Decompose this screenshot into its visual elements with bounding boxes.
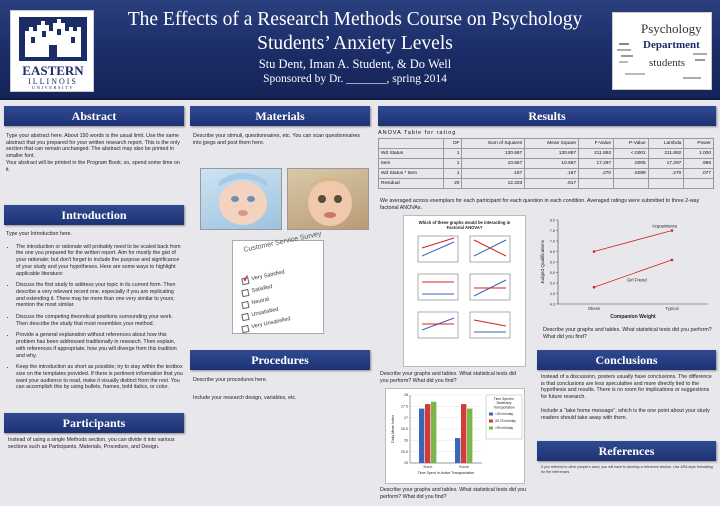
procedures-text-1: Describe your procedures here. [193,377,268,383]
y-tick-label: 27.5 [401,404,408,409]
baby-face-icon [288,169,370,231]
interaction-mini-graphs [404,230,525,360]
anova-cell: 17.297 [579,159,614,169]
anova-cell: Wd Status * Item [379,169,444,179]
anova-cell: 12.333 [462,179,525,189]
interaction-caption: Describe your graphs and tables. What statistical tests did you perform? What did you find? [380,371,517,384]
anova-col-header: P-Value [614,139,649,149]
logo-word-students: students [649,57,686,69]
anova-cell [648,179,684,189]
y-axis-label: Daily Mean Index [391,415,395,443]
series-label: Acquaintance [652,223,678,229]
introduction-bullets [6,244,184,391]
x-axis-label: Time Spent in Active Transportation [417,471,475,475]
mini-graph [470,312,510,338]
y-tick-label: 25.5 [401,449,408,454]
psychology-department-logo [612,12,712,90]
x-tick-label: None [423,465,433,469]
y-tick-label: 27 [404,415,408,420]
data-point [671,229,674,232]
authors: Stu Dent, Iman A. Student, & Do Well [258,57,452,71]
logo-word-psychology: Psychology [641,21,702,36]
survey-option-label: Very Unsatisfied [251,316,292,331]
conclusions-text-1: Instead of a discussion, posters usually have conclusions. The difference is that conclusions are less speculative and more directly tied to the hypothesis and results. There is no room for implications or suggestions for future research. [541,374,712,401]
legend-title: Sedentary [496,401,512,406]
sponsor-line: Sponsored by Dr. _______, spring 2014 [263,73,447,85]
title-line-2: Students’ Anxiety Levels [257,33,453,54]
series-line [594,231,672,252]
x-axis-label: Companion Weight [610,314,656,320]
anova-cell: 17.297 [648,159,684,169]
interaction-graphs-image [403,215,526,367]
baby-face-icon [201,169,283,231]
introduction-bullet: • Keep the introduction as short as possible; try to stay within the textbox size on the templates provided. If there is pertinent information that you want your audience to read, make it visually distinct from the rest. You can accomplish this by using bullets, frames, bold italics, or color. [16,364,184,391]
abstract-heading: Abstract [4,106,184,126]
checkbox-icon [241,288,249,296]
anova-cell: 1.000 [684,149,714,159]
y-tick-label: 5.5 [549,270,555,275]
anova-cell: .0005 [614,159,649,169]
bar [419,409,424,463]
anova-cell: .167 [462,169,525,179]
conclusions-text-2: Include a “take home message”, which is the one point about your study readers should take away with them. [541,408,710,421]
series-label: Girl Friend [627,277,647,283]
series-line [594,260,672,287]
anova-cell: 1 [444,159,462,169]
anova-cell: 130.667 [462,149,525,159]
anova-cell: <.0001 [614,149,649,159]
logo-word-department: Department [643,39,700,51]
mini-graph [418,312,458,338]
bar [431,402,436,463]
survey-option-label: Neutral [251,296,270,307]
y-tick-label: 6.5 [549,249,555,254]
poster-title [100,8,610,56]
checkbox-icon [241,312,249,320]
y-tick-label: 26 [404,438,408,443]
legend-label: <30 min/day [495,412,514,416]
y-tick-label: 7.5 [549,228,555,233]
references-heading: References [537,441,716,461]
y-tick-label: 4.5 [549,291,555,296]
anova-cell: Item [379,159,444,169]
anova-cell: 20 [444,179,462,189]
anova-cell: Wd Status [379,149,444,159]
introduction-heading: Introduction [4,205,184,225]
anova-cell: 211.892 [648,149,684,159]
y-tick-label: 28 [404,393,408,398]
mini-graph [418,236,458,262]
anova-col-header: Sum of Squares [462,139,525,149]
references-text: If you referred to other people's work, you will have to develop a reference section. Use APA-style formatting for the references. [541,465,713,474]
abstract-text-2: Your abstract will be printed in the Program Book; so, spend some time on it. [6,159,180,173]
checkbox-icon [241,324,249,332]
bar [467,409,472,463]
y-tick-label: 7.0 [549,239,555,244]
introduction-body [6,231,184,396]
procedures-text-2: Include your research design, variables, etc. [193,395,297,401]
data-point [593,286,596,289]
legend-label: >90 min/day [495,426,514,430]
legend-title: Transportation [493,405,515,410]
abstract-text: Type your abstract here. About 150 words is the usual limit. Use the same abstract that you prepared for your written research report. This is the only section that can remain unchanged. The abstract may also be printed in smaller font. [6,133,180,160]
logo-word-eastern: EASTERN [22,63,84,78]
participants-text: Instead of using a single Methods section, you can divide it into various sections such as Participants, Materials, Procedure, and Design. [8,437,175,450]
anova-col-header: F-Value [579,139,614,149]
procedures-heading: Procedures [190,350,370,370]
x-tick-label: Some [459,465,469,469]
anova-cell: 10.667 [462,159,525,169]
survey-option-label: Very Satisfied [251,269,286,283]
materials-text: Describe your stimuli, questionnaires, etc. You can scan questionnaires into jpegs and post them here. [193,133,360,146]
conclusions-heading: Conclusions [537,350,716,370]
logo-word-university: UNIVERSITY [32,85,74,90]
anova-cell: .6089 [614,169,649,179]
checkbox-checked-icon: ✓ [241,272,251,284]
line-chart-caption: Describe your graphs and tables. What statistical tests did you perform? What did you find? [543,327,712,340]
anova-row [379,159,714,169]
anova-row [379,149,714,159]
survey-option-label: Unsatisfied [251,306,279,319]
legend-title: Time Spent in [493,397,515,401]
anova-cell: 211.892 [579,149,614,159]
y-tick-label: 8.0 [549,218,555,223]
results-summary: We averaged across exemplars for each participant for each question in each condition. Averaged ratings were submitted to three 2-way factorial ANOVAs. [380,198,700,211]
mini-graph [418,274,458,300]
anova-cell: .270 [648,169,684,179]
mini-graph [470,236,510,262]
y-axis-label: Judged Qualifications [540,240,545,284]
y-tick-label: 6.0 [549,260,555,265]
y-tick-label: 26.5 [401,427,408,432]
anova-col-header: Mean Square [525,139,579,149]
anova-col-header [379,139,444,149]
bar [455,438,460,463]
introduction-bullet: • Provide a general explanation without references about how this problem has been addressed traditionally in research. Then explain, with references if appropriate, how you will diverge from this tradition and why. [16,332,184,359]
anova-cell: .077 [684,169,714,179]
mini-graph [470,274,510,300]
y-tick-label: 4.0 [549,302,555,307]
line-chart-container [536,214,716,324]
anova-cell: .167 [525,169,579,179]
baby-photo-1 [200,168,282,230]
anova-cell: 1 [444,169,462,179]
legend-swatch [489,413,493,416]
y-tick-label: 5.0 [549,281,555,286]
introduction-bullet: • The introduction or rationale will probably need to be scaled back from the one you prepared for the written report. Aim for mostly the gist of your rationale; but don't forget to include the purpose and significance of your study and your hypotheses. Here are some ways to highlight applicable literature: [16,244,184,278]
x-tick-label: Typical [665,306,679,311]
survey-title: Customer Service Survey [243,230,323,254]
checkbox-icon [241,300,249,308]
legend-swatch [489,420,493,423]
introduction-intro: Type your Introduction here. [6,231,72,237]
anova-row [379,169,714,179]
survey-options [241,267,321,331]
x-tick-label: Obese [587,306,601,311]
eiu-logo [10,10,94,92]
anova-cell: 130.667 [525,149,579,159]
anova-col-header: DF [444,139,462,149]
data-point [593,250,596,253]
survey-image [232,230,324,334]
anova-col-header: Lambda [648,139,684,149]
introduction-bullet: • Discuss the first study to address your topic in its current form. Then describe a very relevant recent one, especially if you are replicating and extending it. There may be more than one very similar to yours; mention the most similar. [16,282,184,309]
anova-cell: 10.667 [525,159,579,169]
anova-cell: .270 [579,169,614,179]
anova-cell [684,179,714,189]
anova-cell: 1 [444,149,462,159]
anova-cell: .986 [684,159,714,169]
anova-cell: .617 [525,179,579,189]
abstract-body [6,133,184,173]
legend-swatch [489,427,493,430]
participants-heading: Participants [4,413,184,433]
results-heading: Results [378,106,716,126]
anova-header-row [379,139,714,149]
anova-table [378,138,714,189]
anova-col-header: Power [684,139,714,149]
title-line-1: The Effects of a Research Methods Course on Psychology [127,9,583,30]
survey-option-label: Satisfied [251,283,273,295]
logo-word-illinois: ILLINOIS [28,77,78,86]
legend-label: 30-75 min/day [495,419,516,423]
anova-cell [614,179,649,189]
y-tick-label: 25 [404,461,408,466]
line-chart [536,214,716,324]
materials-heading: Materials [190,106,370,126]
data-point [671,259,674,262]
introduction-bullet: • Discuss the competing theoretical positions surrounding your work. Then describe the study that most resembles your method. [16,314,184,327]
interaction-graphs-title: Which of these graphs would be interacting in Factorial ANOVA? [418,220,511,230]
anova-table-block [378,130,714,189]
bar-chart [386,389,526,485]
bar-chart-caption: Describe your graphs and tables. What statistical tests did you perform? What did you find? [380,487,527,500]
anova-cell [579,179,614,189]
bar [461,404,466,463]
anova-row [379,179,714,189]
baby-photo-2 [287,168,369,230]
bar-chart-container [385,388,525,484]
bar [425,404,430,463]
anova-title: ANOVA Table for rating [378,130,457,136]
anova-cell: Residual [379,179,444,189]
